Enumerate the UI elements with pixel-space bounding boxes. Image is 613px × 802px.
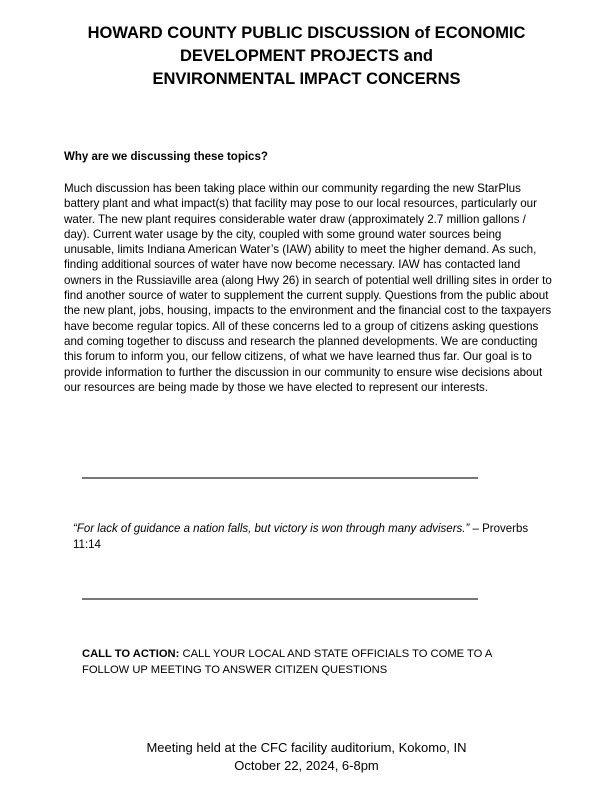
divider-bottom [82, 598, 478, 600]
section-question: Why are we discussing these topics? [64, 151, 268, 163]
scripture-quote [73, 521, 543, 553]
title-line-3: ENVIRONMENTAL IMPACT CONCERNS [152, 70, 461, 88]
divider-top [82, 477, 478, 479]
quote-attribution: – Proverbs 11:14 [73, 523, 529, 551]
document-title [30, 22, 583, 91]
meeting-date: October 22, 2024, 6-8pm [234, 758, 379, 773]
meeting-info [0, 739, 613, 775]
call-to-action [82, 646, 522, 678]
title-line-1: HOWARD COUNTY PUBLIC DISCUSSION of ECONOMIC [87, 24, 526, 42]
call-to-action-text: CALL YOUR LOCAL AND STATE OFFICIALS TO COME TO A FOLLOW UP MEETING TO ANSWER CITIZEN QUESTIONS [82, 648, 492, 676]
body-paragraph: Much discussion has been taking place within our community regarding the new StarPlus battery plant and what impact(s) that facility may pose to our local resources, particularly our water. The new plant requires considerable water draw (approximately 2.7 million gallons / day). Current water usage by the city, coupled with some ground water sources being unusable, limits Indiana American Water’s (IAW) ability to meet the higher demand. As such, finding additional sources of water have now become necessary. IAW has contacted land owners in the Russiaville area (along Hwy 26) in search of potential well drilling sites in order to find another source of water to supplement the current supply. Questions from the public about the new plant, jobs, housing, impacts to the environment and the financial cost to the taxpayers have become regular topics. All of these concerns led to a group of citizens asking questions and coming together to discuss and research the planned developments. We are conducting this forum to inform you, our fellow citizens, of what we have learned thus far. Our goal is to provide information to further the discussion in our community to ensure wise decisions about our resources are being made by those we have elected to represent our interests. [64, 182, 552, 394]
quote-text: “For lack of guidance a nation falls, but victory is won through many advisers.” [73, 523, 470, 535]
call-to-action-label: CALL TO ACTION: [82, 648, 180, 660]
title-line-2: DEVELOPMENT PROJECTS and [179, 47, 434, 65]
meeting-location: Meeting held at the CFC facility auditorium, Kokomo, IN [146, 740, 467, 755]
